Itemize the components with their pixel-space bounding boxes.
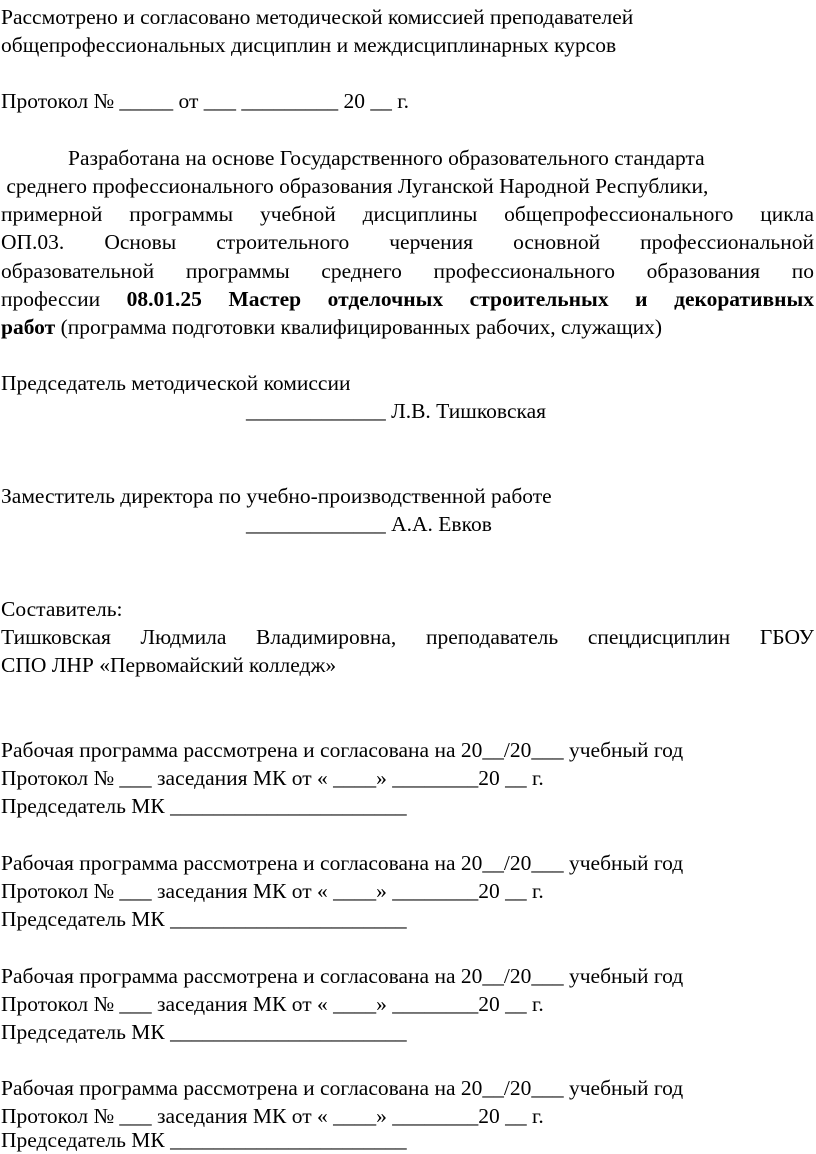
approval-4-line-2: Протокол № ___ заседания МК от « ____» ________20 __ г. bbox=[1, 1104, 544, 1128]
approval-4-line-3: Председатель МК ______________________ bbox=[1, 1128, 407, 1152]
basis-program-type: (программа подготовки квалифицированных рабочих, служащих) bbox=[55, 315, 663, 339]
approval-3-line-2: Протокол № ___ заседания МК от « ____» ________20 __ г. bbox=[1, 992, 544, 1016]
author-label: Составитель: bbox=[1, 597, 123, 621]
chairman-signature: _____________ Л.В. Тишковская bbox=[246, 399, 547, 423]
approval-2-line-1: Рабочая программа рассмотрена и согласована на 20__/20___ учебный год bbox=[1, 851, 684, 875]
basis-line-7 bbox=[1, 313, 662, 341]
basis-line-3: примерной программы учебной дисциплины общепрофессионального цикла bbox=[1, 202, 814, 226]
deputy-title: Заместитель директора по учебно-производственной работе bbox=[1, 484, 552, 508]
header-line-1: Рассмотрено и согласовано методической комиссией преподавателей bbox=[1, 5, 634, 29]
deputy-signature: _____________ А.А. Евков bbox=[246, 512, 492, 536]
author-line-2: СПО ЛНР «Первомайский колледж» bbox=[1, 653, 337, 677]
basis-line-6 bbox=[1, 285, 814, 313]
approval-1-line-3: Председатель МК ______________________ bbox=[1, 794, 407, 818]
approval-3-line-1: Рабочая программа рассмотрена и согласована на 20__/20___ учебный год bbox=[1, 964, 684, 988]
approval-1-line-1: Рабочая программа рассмотрена и согласована на 20__/20___ учебный год bbox=[1, 738, 684, 762]
approval-1-line-2: Протокол № ___ заседания МК от « ____» ________20 __ г. bbox=[1, 766, 544, 790]
basis-profession-end: работ bbox=[1, 315, 56, 339]
author-line-1: Тишковская Людмила Владимировна, преподаватель спецдисциплин ГБОУ bbox=[1, 625, 814, 649]
approval-2-line-2: Протокол № ___ заседания МК от « ____» ________20 __ г. bbox=[1, 879, 544, 903]
chairman-title: Председатель методической комиссии bbox=[1, 371, 351, 395]
basis-profession-prefix: профессии bbox=[1, 287, 101, 311]
basis-line-5: образовательной программы среднего профессионального образования по bbox=[1, 259, 814, 283]
basis-line-2: среднего профессионального образования Луганской Народной Республики, bbox=[1, 174, 709, 198]
basis-line-1: Разработана на основе Государственного образовательного стандарта bbox=[68, 146, 705, 170]
approval-3-line-3: Председатель МК ______________________ bbox=[1, 1020, 407, 1044]
basis-line-4: ОП.03. Основы строительного черчения основной профессиональной bbox=[1, 230, 814, 254]
basis-profession-code: 08.01.25 Мастер отделочных строительных и декоративных bbox=[126, 287, 814, 311]
approval-4-line-1: Рабочая программа рассмотрена и согласована на 20__/20___ учебный год bbox=[1, 1076, 684, 1100]
header-protocol: Протокол № _____ от ___ _________ 20 __ г. bbox=[1, 89, 410, 113]
header-line-2: общепрофессиональных дисциплин и междисциплинарных курсов bbox=[1, 33, 617, 57]
approval-2-line-3: Председатель МК ______________________ bbox=[1, 907, 407, 931]
